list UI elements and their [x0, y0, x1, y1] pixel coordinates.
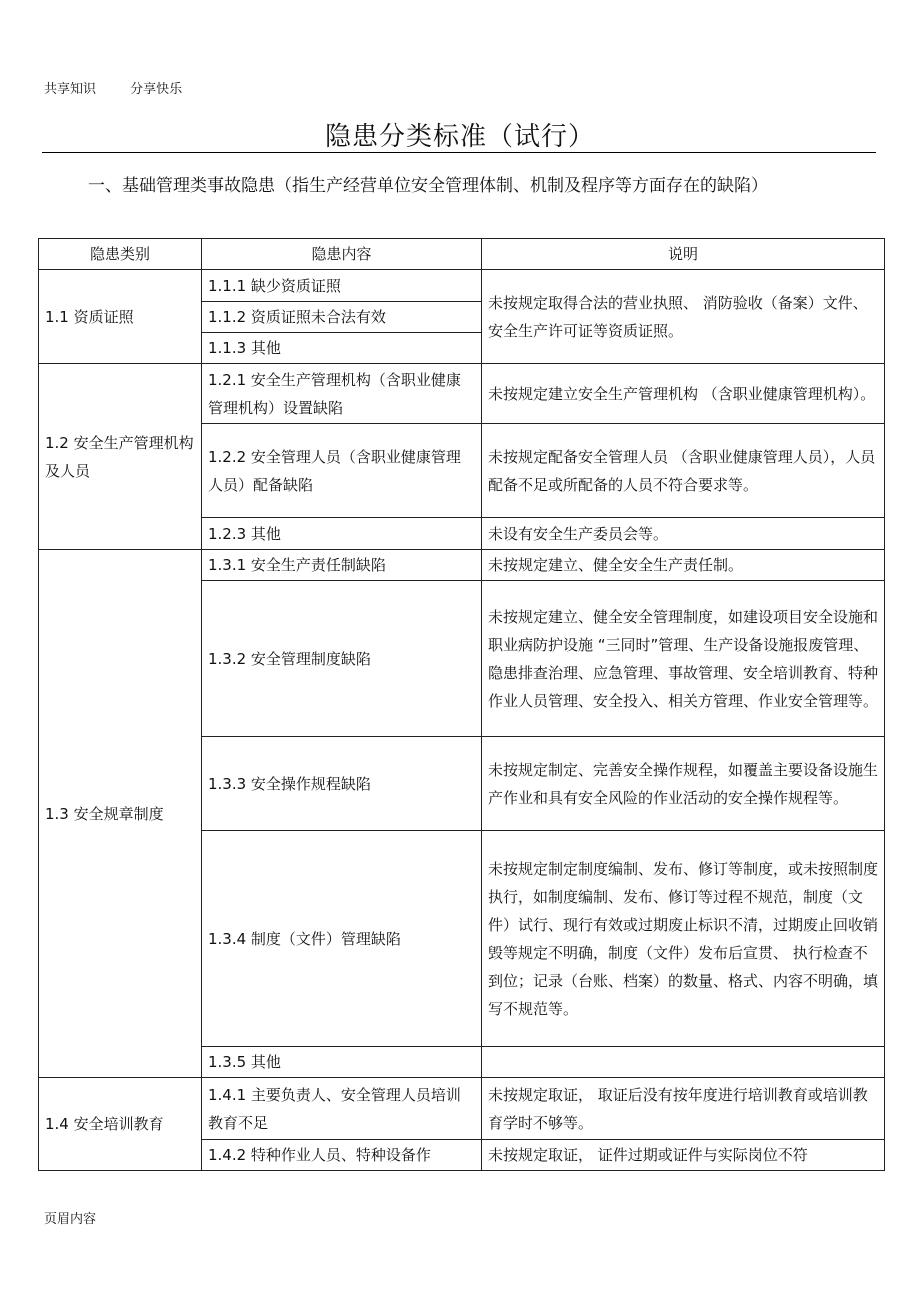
description-cell: 未按规定取证， 取证后没有按年度进行培训教育或培训教育学时不够等。 — [482, 1078, 885, 1140]
description-cell: 未按规定配备安全管理人员 （含职业健康管理人员），人员配备不足或所配备的人员不符合要求等。 — [482, 424, 885, 518]
content-cell: 1.3.1 安全生产责任制缺陷 — [202, 550, 482, 581]
page-footer: 页眉内容 — [44, 1212, 97, 1227]
content-cell: 1.3.5 其他 — [202, 1047, 482, 1078]
col-header-description: 说明 — [482, 239, 885, 270]
title-divider — [42, 152, 876, 153]
content-cell: 1.4.1 主要负责人、安全管理人员培训教育不足 — [202, 1078, 482, 1140]
category-cell: 1.4 安全培训教育 — [39, 1078, 202, 1171]
category-cell: 1.2 安全生产管理机构及人员 — [39, 364, 202, 550]
description-cell: 未按规定建立安全生产管理机构 （含职业健康管理机构）。 — [482, 364, 885, 424]
description-cell: 未按规定建立、健全安全生产责任制。 — [482, 550, 885, 581]
document-title: 隐患分类标准（试行） — [324, 122, 595, 152]
category-cell: 1.1 资质证照 — [39, 270, 202, 364]
content-cell: 1.2.2 安全管理人员（含职业健康管理人员）配备缺陷 — [202, 424, 482, 518]
category-cell: 1.3 安全规章制度 — [39, 550, 202, 1078]
description-cell: 未按规定取得合法的营业执照、 消防验收（备案）文件、安全生产许可证等资质证照。 — [482, 270, 885, 364]
description-cell: 未设有安全生产委员会等。 — [482, 518, 885, 550]
content-cell: 1.2.3 其他 — [202, 518, 482, 550]
content-cell: 1.1.3 其他 — [202, 333, 482, 364]
col-header-category: 隐患类别 — [39, 239, 202, 270]
description-cell: 未按规定制定制度编制、发布、修订等制度，或未按照制度执行，如制度编制、发布、修订等过程不规范，制度（文件）试行、现行有效或过期废止标识不清，过期废止回收销毁等规定不明确，制度（文件）发布后宣贯、 执行检查不到位；记录（台账、档案）的数量、格式、内容不明确，填写不规范等。 — [482, 831, 885, 1047]
description-cell: 未按规定建立、健全安全管理制度，如建设项目安全设施和职业病防护设施 “三同时”管理、生产设备设施报废管理、隐患排查治理、应急管理、事故管理、安全培训教育、特种作业人员管理、安全投入、相关方管理、作业安全管理等。 — [482, 581, 885, 737]
header-text-2: 分享快乐 — [130, 82, 183, 97]
description-cell: 未按规定制定、完善安全操作规程，如覆盖主要设备设施生产作业和具有安全风险的作业活动的安全操作规程等。 — [482, 737, 885, 831]
header-text-1: 共享知识 — [44, 82, 97, 97]
content-cell: 1.1.2 资质证照未合法有效 — [202, 302, 482, 333]
section-intro: 一、基础管理类事故隐患（指生产经营单位安全管理体制、机制及程序等方面存在的缺陷） — [88, 176, 768, 196]
table-row — [39, 364, 885, 424]
description-cell — [482, 1047, 885, 1078]
content-cell: 1.3.4 制度（文件）管理缺陷 — [202, 831, 482, 1047]
content-cell: 1.1.1 缺少资质证照 — [202, 270, 482, 302]
content-cell: 1.3.3 安全操作规程缺陷 — [202, 737, 482, 831]
table-row — [39, 550, 885, 581]
hazard-table — [38, 238, 885, 1171]
content-cell: 1.3.2 安全管理制度缺陷 — [202, 581, 482, 737]
description-cell: 未按规定取证， 证件过期或证件与实际岗位不符 — [482, 1140, 885, 1171]
col-header-content: 隐患内容 — [202, 239, 482, 270]
page-header — [44, 78, 212, 97]
table-header-row — [39, 239, 885, 270]
table-row — [39, 270, 885, 302]
content-cell: 1.4.2 特种作业人员、特种设备作 — [202, 1140, 482, 1171]
table-row — [39, 1078, 885, 1140]
content-cell: 1.2.1 安全生产管理机构（含职业健康管理机构）设置缺陷 — [202, 364, 482, 424]
